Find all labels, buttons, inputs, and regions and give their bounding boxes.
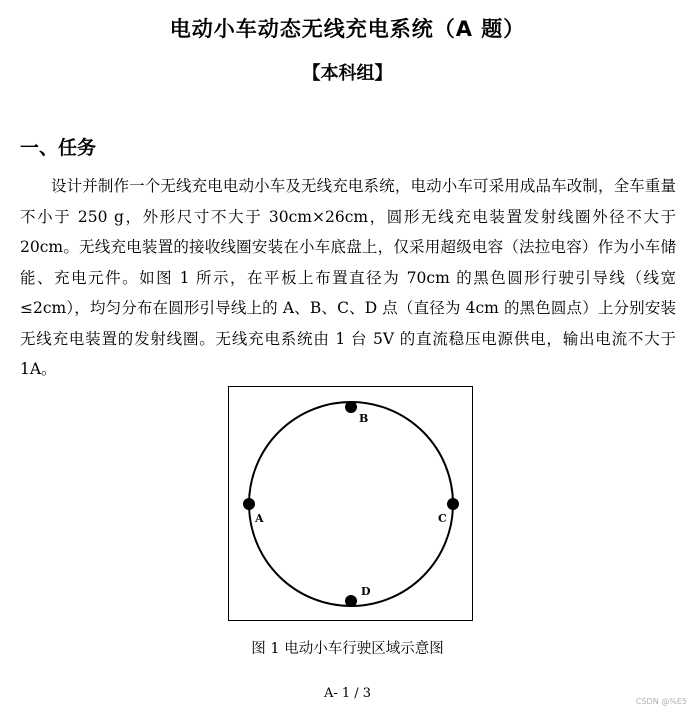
- point-a-dot: [243, 498, 255, 510]
- point-d-dot: [345, 595, 357, 607]
- section-heading-task: 一、任务: [20, 137, 97, 159]
- guide-circle: [249, 402, 453, 606]
- task-paragraph: 设计并制作一个无线充电电动小车及无线充电系统，电动小车可采用成品车改制，全车重量不小于 250 g，外形尺寸不大于 30cm×26cm，圆形无线充电装置发射线圈外径不大于 20cm。无线充电装置的接收线圈安装在小车底盘上，仅采用超级电容（法拉电容）作为小车储能、充电元件。如图 1 所示，在平板上布置直径为 70cm 的黑色圆形行驶引导线（线宽≤2cm），均匀分布在圆形引导线上的 A、B、C、D 点（直径为 4cm 的黑色圆点）上分别安装无线充电装置的发射线圈。无线充电系统由 1 台 5V 的直流稳压电源供电，输出电流不大于 1A。: [20, 177, 676, 378]
- page-number: A- 1 / 3: [323, 686, 372, 701]
- figure-1-diagram: [229, 387, 472, 620]
- document-subtitle: 【本科组】: [302, 63, 393, 84]
- point-a-label: A: [255, 512, 264, 525]
- figure-1-caption: 图 1 电动小车行驶区域示意图: [251, 641, 444, 657]
- csdn-watermark: CSDN @%E5: [635, 697, 687, 706]
- point-c-label: C: [438, 512, 447, 525]
- point-b-dot: [345, 401, 357, 413]
- point-b-label: B: [359, 412, 369, 425]
- document-title: 电动小车动态无线充电系统（A 题）: [169, 17, 526, 41]
- point-c-dot: [447, 498, 459, 510]
- point-d-label: D: [361, 585, 371, 598]
- figure-1-frame: [228, 386, 473, 621]
